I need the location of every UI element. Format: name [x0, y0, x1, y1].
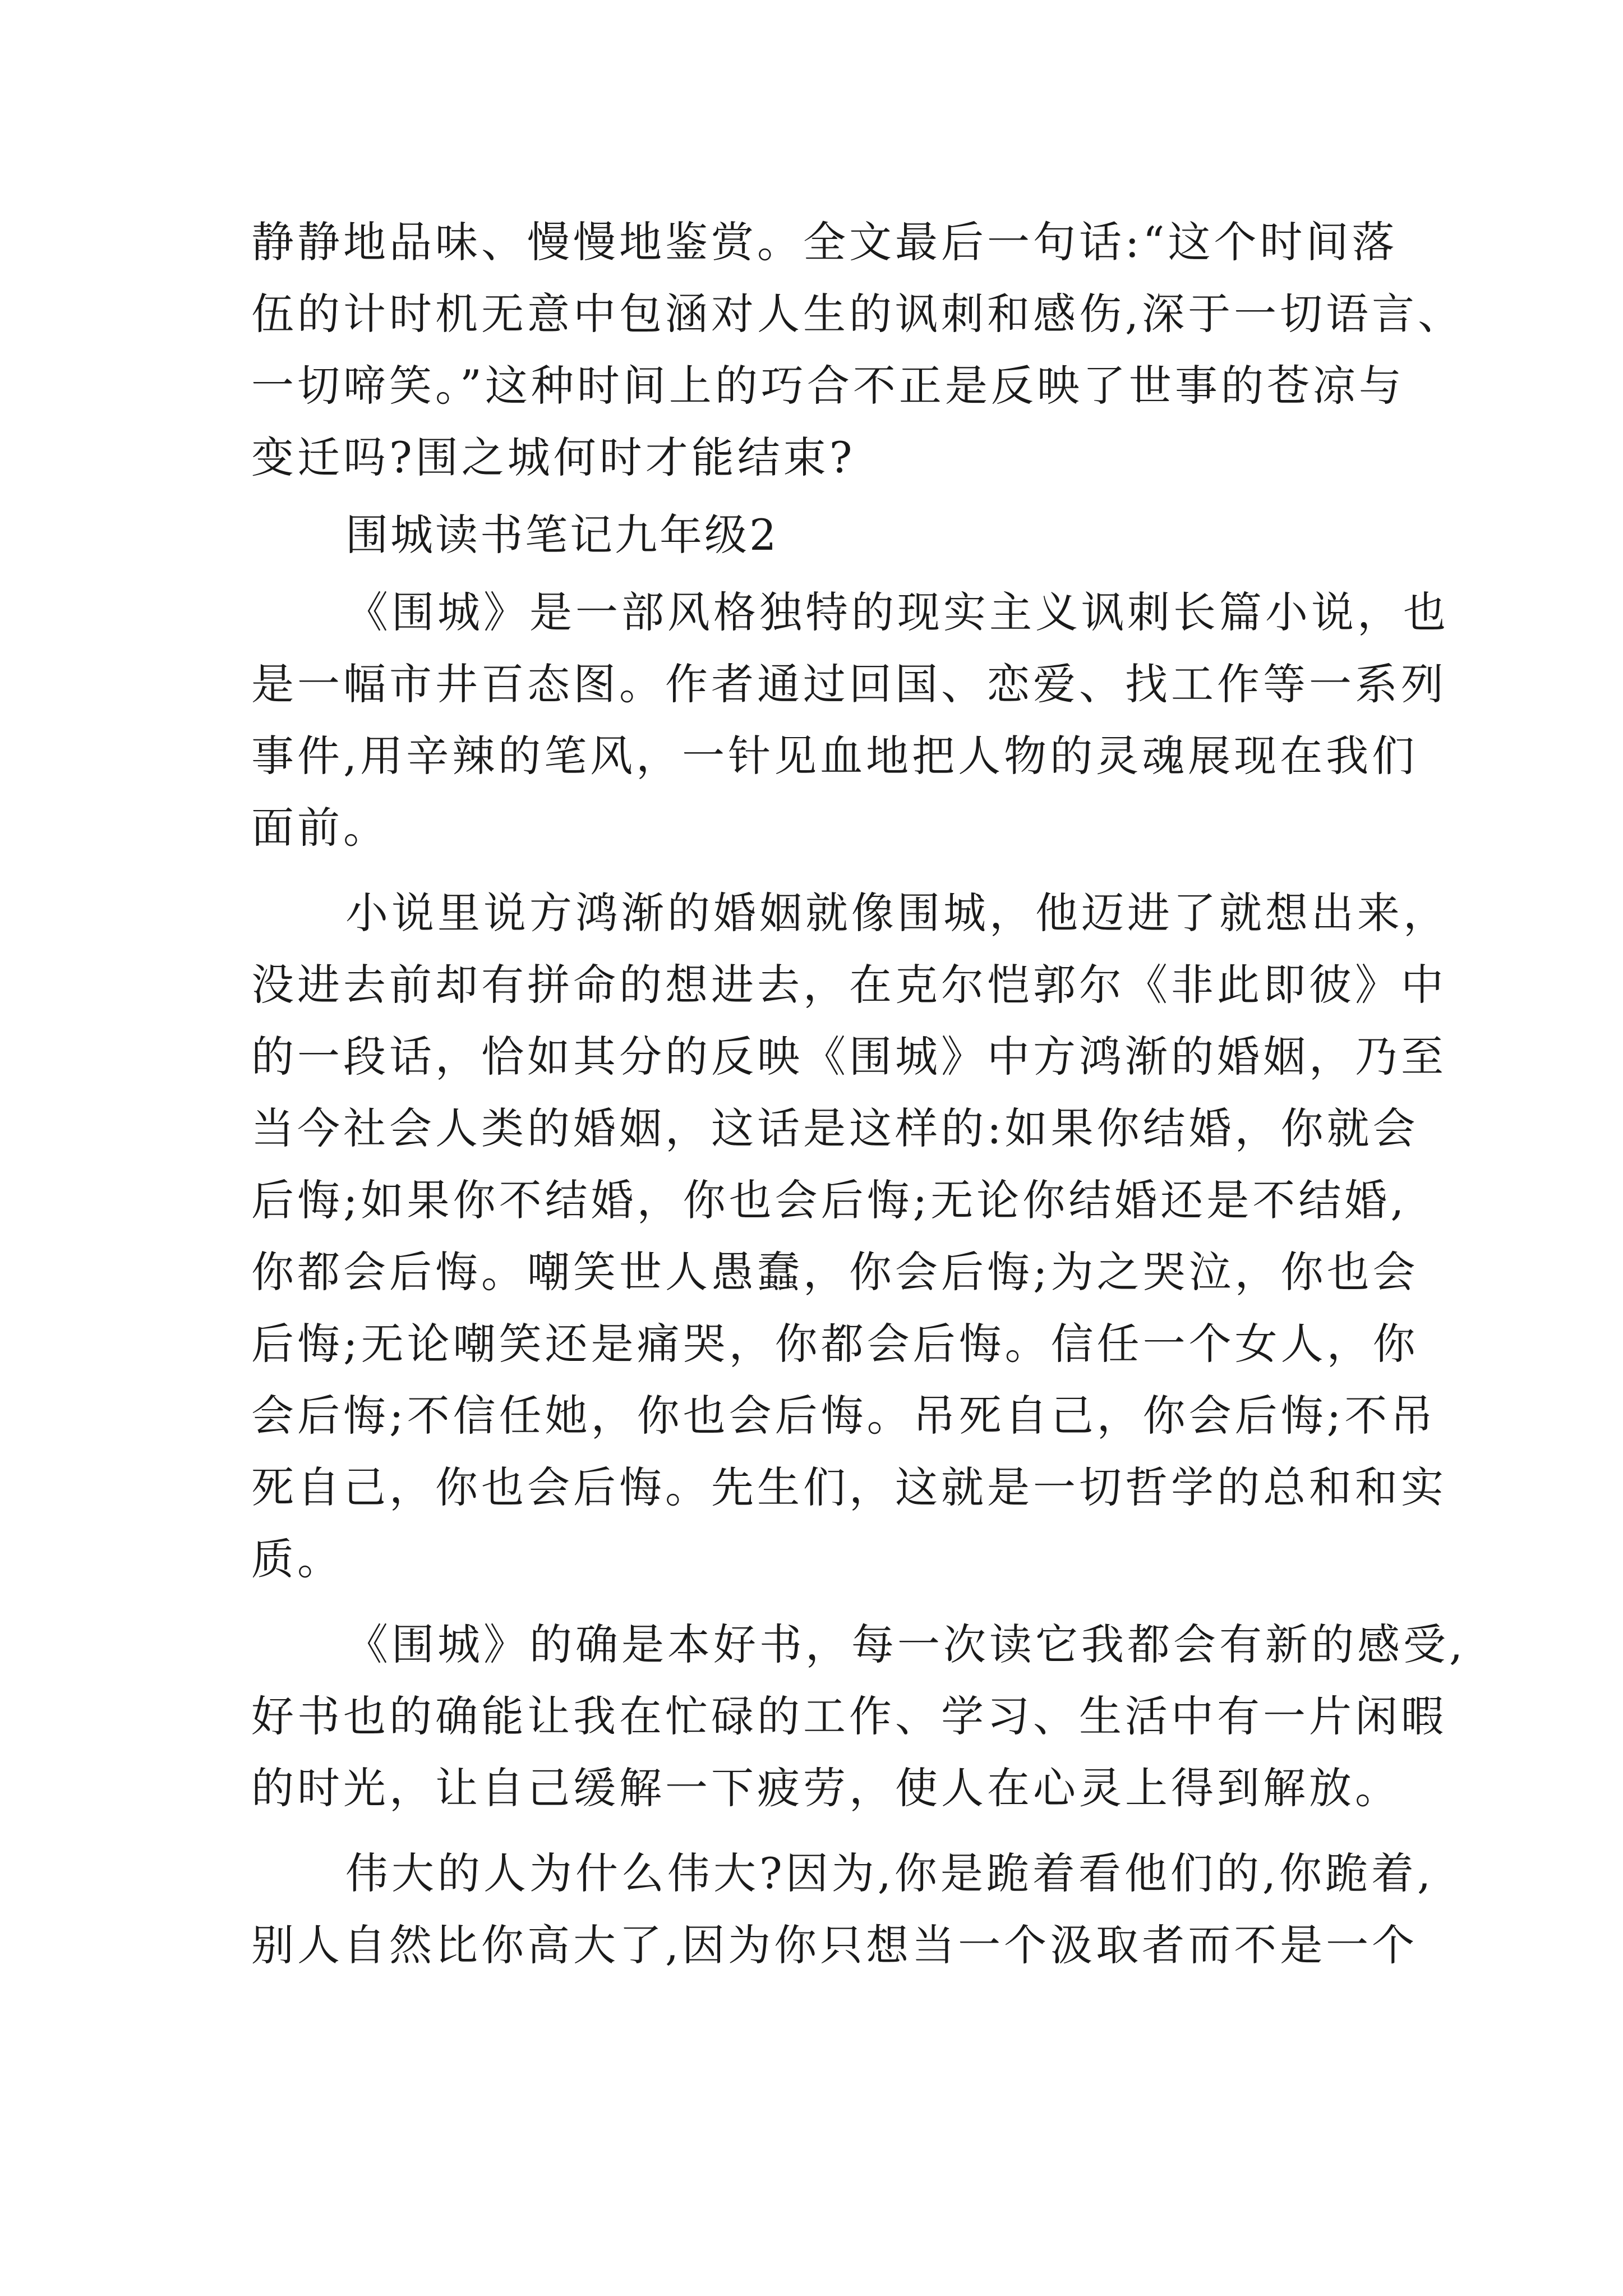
- text-line: 质。: [251, 1534, 343, 1584]
- text-line: 好书也的确能让我在忙碌的工作、学习、生活中有一片闲暇: [251, 1691, 1447, 1741]
- text-line: 会后悔;不信任她，你也会后悔。吊死自己，你会后悔;不吊: [251, 1391, 1437, 1441]
- text-line: 是一幅市井百态图。作者通过回国、恋爱、找工作等一系列: [251, 659, 1447, 709]
- text-line: 的时光，让自己缓解一下疲劳，使人在心灵上得到解放。: [251, 1763, 1401, 1813]
- text-line: 一切啼笑。”这种时间上的巧合不正是反映了世事的苍凉与: [251, 361, 1405, 411]
- text-line: 你都会后悔。嘲笑世人愚蠢，你会后悔;为之哭泣，你也会: [251, 1247, 1419, 1297]
- text-line: 后悔;如果你不结婚，你也会后悔;无论你结婚还是不结婚,: [251, 1175, 1408, 1225]
- continuation-paragraph: [251, 206, 1464, 494]
- text-line: 《围城》是一部风格独特的现实主义讽刺长篇小说，也: [345, 587, 1449, 637]
- text-line: 事件,用辛辣的笔风，一针见血地把人物的灵魂展现在我们: [251, 731, 1418, 781]
- text-line: 当今社会人类的婚姻，这话是这样的:如果你结婚，你就会: [251, 1103, 1419, 1153]
- paragraph-good-book: [251, 1609, 1467, 1824]
- text-line: 《围城》的确是本好书，每一次读它我都会有新的感受,: [345, 1619, 1467, 1669]
- text-line: 死自己，你也会后悔。先生们，这就是一切哲学的总和和实: [251, 1462, 1447, 1512]
- text-line: 面前。: [251, 803, 389, 853]
- text-line: 变迁吗?围之城何时才能结束?: [251, 432, 856, 482]
- text-line: 伍的计时机无意中包涵对人生的讽刺和感伤,深于一切语言、: [251, 289, 1464, 339]
- text-line: 伟大的人为什么伟大?因为,你是跪着看他们的,你跪着,: [345, 1848, 1435, 1898]
- paragraph-marriage: [251, 877, 1449, 1595]
- paragraph-great-people: [251, 1838, 1440, 1981]
- text-line: 的一段话，恰如其分的反映《围城》中方鸿渐的婚姻，乃至: [251, 1032, 1447, 1082]
- text-line: 没进去前却有拼命的想进去，在克尔恺郭尔《非此即彼》中: [251, 960, 1447, 1010]
- paragraph-intro: [251, 577, 1449, 864]
- text-column: [251, 206, 1467, 1981]
- text-line: 后悔;无论嘲笑还是痛哭，你都会后悔。信任一个女人，你: [251, 1319, 1419, 1369]
- section-heading: 围城读书笔记九年级2: [345, 510, 779, 560]
- text-line: 别人自然比你高大了,因为你只想当一个汲取者而不是一个: [251, 1920, 1418, 1970]
- text-line: 静静地品味、慢慢地鉴赏。全文最后一句话:“这个时间落: [251, 217, 1398, 267]
- text-line: 小说里说方鸿渐的婚姻就像围城，他迈进了就想出来，: [345, 888, 1449, 938]
